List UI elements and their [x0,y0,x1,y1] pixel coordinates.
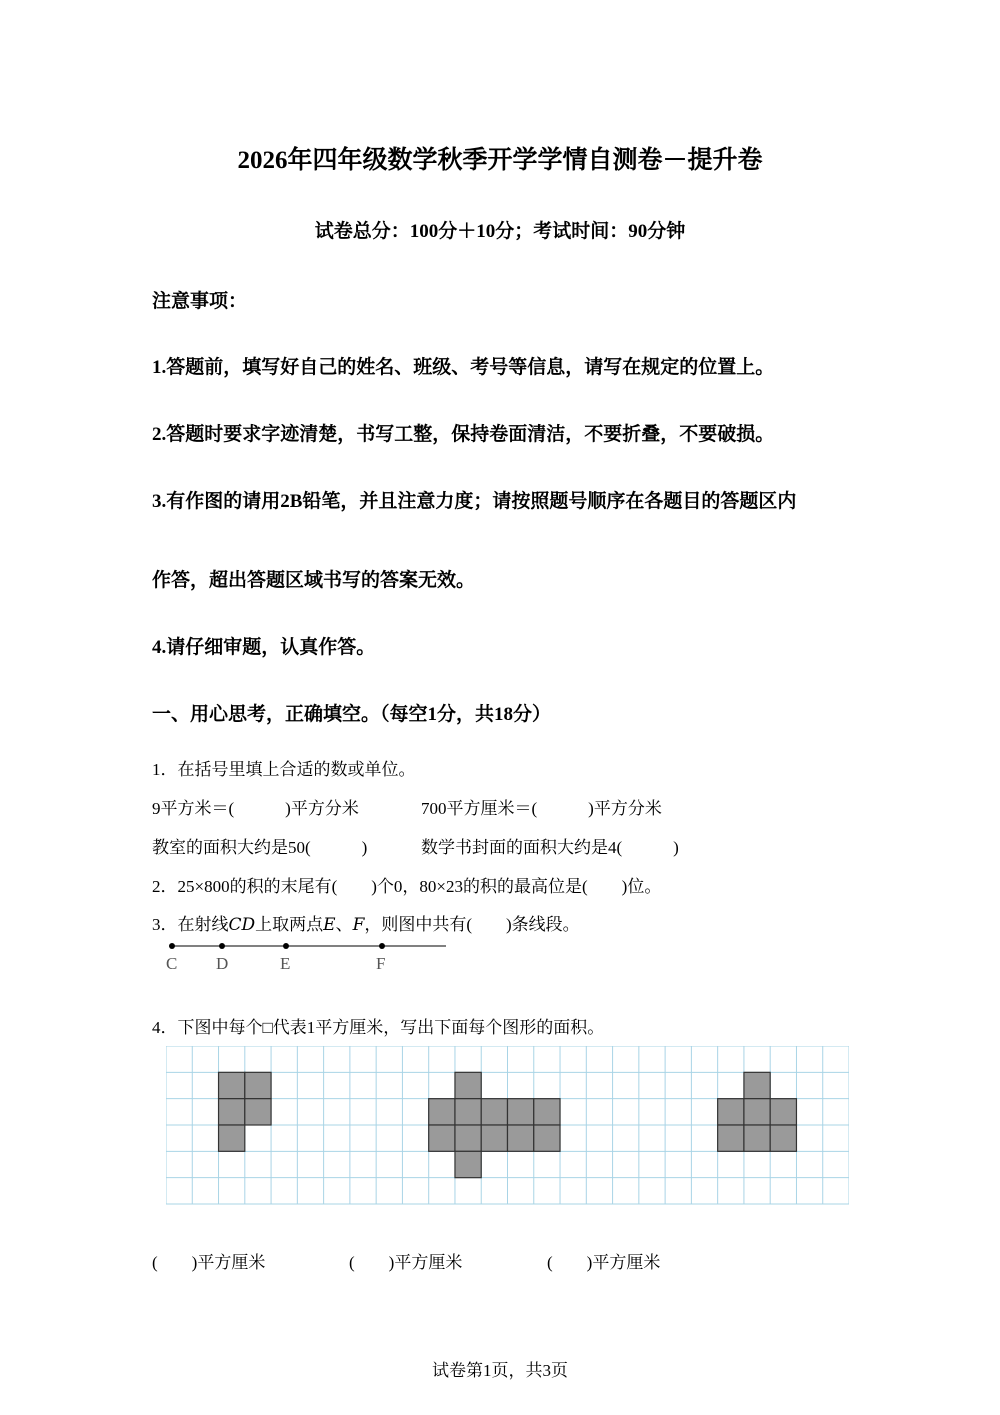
shape-2-cell [455,1125,481,1151]
area-grid-figure [166,1046,849,1206]
question-1-stem: 1．在括号里填上合适的数或单位。 [152,760,416,779]
note-item: 4.请仔细审题，认真作答。 [152,637,376,658]
page-title: 2026年四年级数学秋季开学学情自测卷－提升卷 [237,147,763,174]
exam-info: 试卷总分：100分＋10分；考试时间：90分钟 [314,221,686,242]
point-label: C [166,954,178,973]
page-footer: 试卷第1页，共3页 [432,1361,568,1380]
shape-3-cell [718,1099,744,1125]
answer-blank-2: ( )平方厘米 [349,1253,463,1272]
shape-3-cell [744,1125,770,1151]
ray-diagram [160,938,460,978]
shape-2-cell [481,1099,507,1125]
shape-2-cell [455,1099,481,1125]
shape-1-cell [219,1099,245,1125]
shape-2-cell [508,1125,534,1151]
ray-name: CD [228,915,256,935]
question-1-a: 9平方米＝( )平方分米 [152,799,359,818]
point-e-dot [283,943,289,949]
shape-2-cell [508,1099,534,1125]
point-c-dot [169,943,175,949]
shape-3-cell [770,1125,796,1151]
separator: 、 [335,915,353,934]
question-1-d: 数学书封面的面积大约是4( ) [421,838,679,857]
point-label: E [280,954,291,973]
shape-2-cell [534,1099,560,1125]
question-3-text-a: 3．在射线 [152,915,229,934]
note-item: 3.有作图的请用2B铅笔，并且注意力度；请按照题号顺序在各题目的答题区内 [152,491,797,512]
question-3-text-c: ，则图中共有( )条线段。 [364,915,580,934]
shape-3-cell [718,1125,744,1151]
shape-1-cell [245,1099,271,1125]
point-f-dot [379,943,385,949]
shape-3-cell [744,1072,770,1098]
point-d-dot [219,943,225,949]
point-f-label: F [352,915,365,935]
shape-2-cell [481,1125,507,1151]
shape-3-cell [744,1099,770,1125]
shape-3-cell [770,1099,796,1125]
shape-1-cell [245,1072,271,1098]
note-item: 作答，超出答题区域书写的答案无效。 [152,570,476,591]
answer-blank-1: ( )平方厘米 [152,1253,266,1272]
question-4-stem: 4．下图中每个□代表1平方厘米，写出下面每个图形的面积。 [152,1018,605,1037]
notes-heading: 注意事项： [152,291,248,312]
question-1-c: 教室的面积大约是50( ) [152,838,368,857]
note-item: 2.答题时要求字迹清楚，书写工整，保持卷面清洁，不要折叠，不要破损。 [152,424,775,445]
point-e-label: E [323,915,336,935]
question-3-text-b: 上取两点 [255,915,324,934]
shape-2-cell [455,1151,481,1177]
question-1-b: 700平方厘米＝( )平方分米 [421,799,662,818]
point-label: F [376,954,386,973]
answer-blank-3: ( )平方厘米 [547,1253,661,1272]
shape-1-cell [219,1072,245,1098]
shape-2-cell [429,1125,455,1151]
shape-2-cell [534,1125,560,1151]
section-heading: 一、用心思考，正确填空。（每空1分，共18分） [152,704,552,725]
shape-2-cell [429,1099,455,1125]
point-label: D [216,954,229,973]
shape-2-cell [455,1072,481,1098]
note-item: 1.答题前，填写好自己的姓名、班级、考号等信息，请写在规定的位置上。 [152,357,775,378]
question-2: 2．25×800的积的末尾有( )个0，80×23的积的最高位是( )位。 [152,877,662,896]
question-3-stem [152,910,580,935]
shape-1-cell [219,1125,245,1151]
